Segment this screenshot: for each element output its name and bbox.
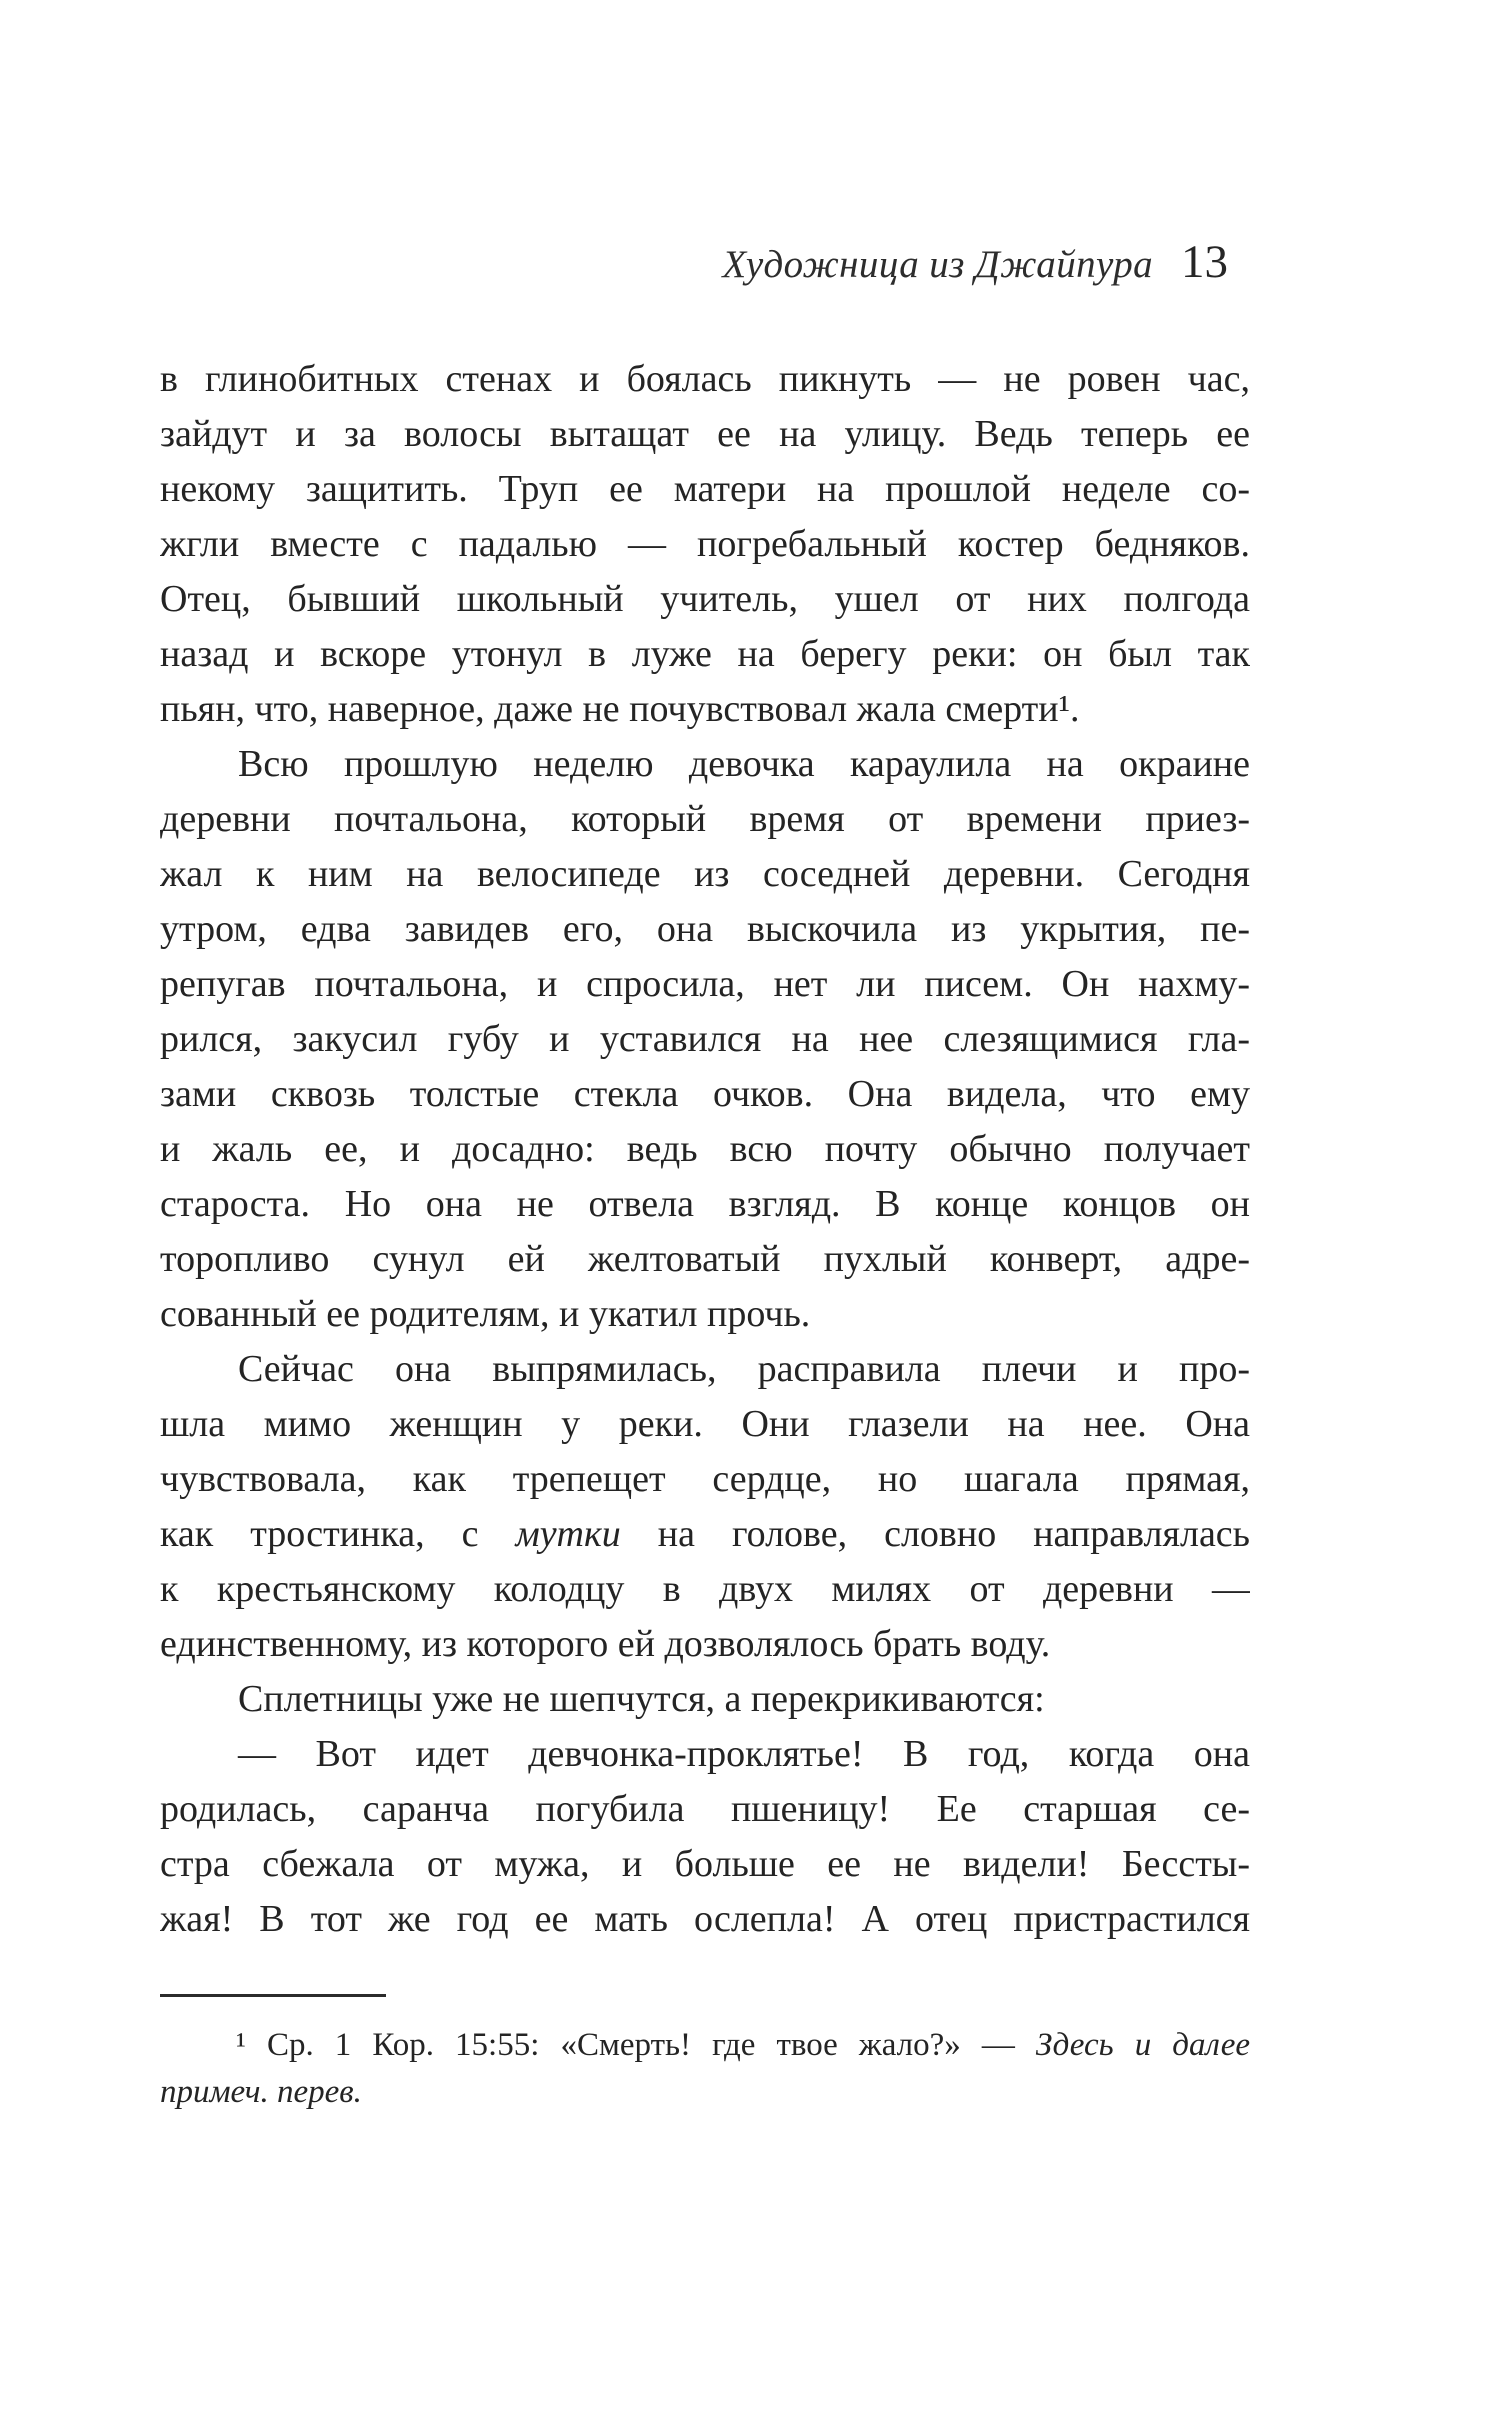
body-line: зайдут и за волосы вытащат ее на улицу. Ведь теперь ее bbox=[160, 413, 1250, 455]
body-line: в глинобитных стенах и боялась пикнуть — не ровен час, bbox=[160, 358, 1250, 400]
body-line: — Вот идет девчонка-проклятье! В год, когда она bbox=[238, 1733, 1250, 1775]
body-line: староста. Но она не отвела взгляд. В конце концов он bbox=[160, 1183, 1250, 1225]
body-line: сованный ее родителям, и укатил прочь. bbox=[160, 1293, 811, 1335]
body-line: Всю прошлую неделю девочка караулила на окраине bbox=[238, 743, 1250, 785]
body-line-part: как тростинка, с bbox=[160, 1513, 516, 1555]
footnote-line bbox=[160, 2022, 1250, 2069]
body-line: торопливо сунул ей желтоватый пухлый конверт, адре- bbox=[160, 1238, 1250, 1280]
body-line: рился, закусил губу и уставился на нее слезящимися гла- bbox=[160, 1018, 1250, 1060]
body-line: некому защитить. Труп ее матери на прошлой неделе со- bbox=[160, 468, 1250, 510]
body-line: единственному, из которого ей дозволялось брать воду. bbox=[160, 1623, 1051, 1665]
footnote-part: ¹ Ср. 1 Кор. 15:55: «Смерть! где твое жало?» — bbox=[236, 2027, 1036, 2063]
footnote-separator-rule bbox=[160, 1994, 386, 1997]
body-line: назад и вскоре утонул в луже на берегу реки: он был так bbox=[160, 633, 1250, 675]
body-line: родилась, саранча погубила пшеницу! Ее старшая се- bbox=[160, 1788, 1250, 1830]
page-header bbox=[160, 238, 1250, 289]
body-line-part: на голове, словно направлялась bbox=[620, 1513, 1250, 1555]
body-line: чувствовала, как трепещет сердце, но шагала прямая, bbox=[160, 1458, 1250, 1500]
body-line: репугав почтальона, и спросила, нет ли писем. Он нахму- bbox=[160, 963, 1250, 1005]
footnote-line: примеч. перев. bbox=[160, 2074, 362, 2110]
body-line: и жаль ее, и досадно: ведь всю почту обычно получает bbox=[160, 1128, 1250, 1170]
body-line bbox=[160, 1507, 1250, 1562]
body-line: зами сквозь толстые стекла очков. Она видела, что ему bbox=[160, 1073, 1250, 1115]
body-line: к крестьянскому колодцу в двух милях от деревни — bbox=[160, 1568, 1250, 1610]
running-title: Художница из Джайпура bbox=[722, 243, 1153, 286]
footnote-part-italic: Здесь и далее bbox=[1035, 2027, 1250, 2063]
body-line: жал к ним на велосипеде из соседней деревни. Сегодня bbox=[160, 853, 1250, 895]
body-line: Сплетницы уже не шепчутся, а перекрикиваются: bbox=[238, 1678, 1045, 1720]
body-line: утром, едва завидев его, она выскочила из укрытия, пе- bbox=[160, 908, 1250, 950]
body-line: Сейчас она выпрямилась, расправила плечи и про- bbox=[238, 1348, 1250, 1390]
body-line: деревни почтальона, который время от времени приез- bbox=[160, 798, 1250, 840]
footnote bbox=[160, 2022, 1250, 2116]
body-line: стра сбежала от мужа, и больше ее не видели! Бессты- bbox=[160, 1843, 1250, 1885]
body-line: Отец, бывший школьный учитель, ушел от них полгода bbox=[160, 578, 1250, 620]
body-text bbox=[160, 352, 1250, 1947]
page-number: 13 bbox=[1181, 236, 1228, 288]
body-line: шла мимо женщин у реки. Они глазели на нее. Она bbox=[160, 1403, 1250, 1445]
body-line: жая! В тот же год ее мать ослепла! А отец пристрастился bbox=[160, 1898, 1250, 1940]
body-line: пьян, что, наверное, даже не почувствовал жала смерти¹. bbox=[160, 688, 1080, 730]
body-line: жгли вместе с падалью — погребальный костер бедняков. bbox=[160, 523, 1250, 565]
body-line-part-italic: мутки bbox=[515, 1513, 621, 1555]
